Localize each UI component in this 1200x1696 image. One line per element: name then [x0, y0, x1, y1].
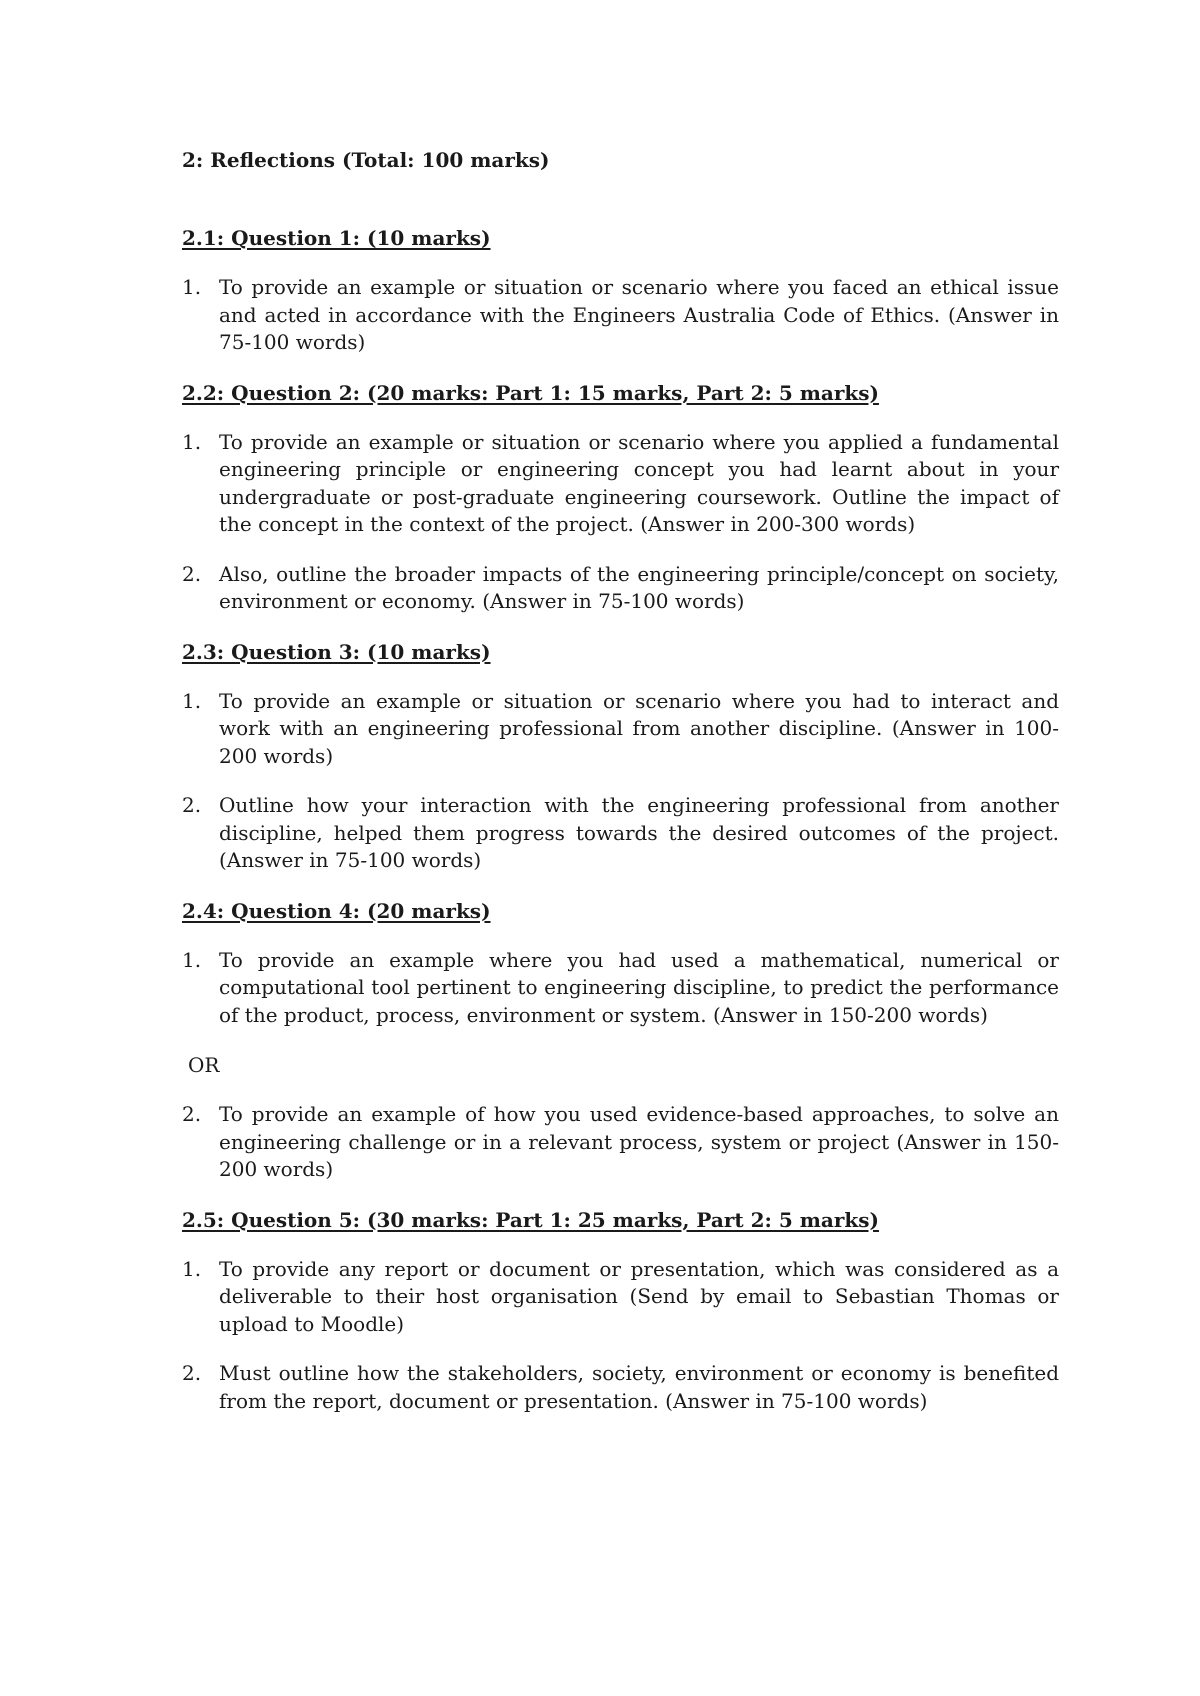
list-item [182, 1360, 1059, 1415]
list-item [182, 1256, 1059, 1339]
item-number: 2. [182, 561, 202, 586]
list-item [182, 947, 1059, 1030]
section-2-1-list [182, 274, 1059, 357]
section-heading-2-2: 2.2: Question 2: (20 marks: Part 1: 15 marks, Part 2: 5 marks) [182, 380, 879, 405]
item-number: 2. [182, 793, 202, 817]
list-item [182, 1101, 1059, 1184]
section-2-5-list [182, 1256, 1059, 1416]
item-text: Must outline how the stakeholders, society, environment or economy is benefited from the report, document or presentation. (Answer in 75-100 words) [219, 1361, 1059, 1413]
section-heading-2-5: 2.5: Question 5: (30 marks: Part 1: 25 marks, Part 2: 5 marks) [182, 1207, 879, 1232]
document-title: 2: Reflections (Total: 100 marks) [182, 148, 550, 172]
section-heading-2-3: 2.3: Question 3: (10 marks) [182, 639, 491, 664]
item-text: To provide an example of how you used evidence-based approaches, to solve an engineering challenge or in a relevant process, system or project (Answer in 150-200 words) [219, 1102, 1059, 1181]
item-text: To provide an example or situation or scenario where you applied a fundamental engineering principle or engineering concept you had learnt about in your undergraduate or post-graduate engineering coursework. Outline the impact of the concept in the context of the project. (Answer in 200-300 words) [219, 429, 1059, 536]
section-heading-2-1: 2.1: Question 1: (10 marks) [182, 226, 491, 250]
item-number: 1. [182, 1256, 202, 1281]
item-number: 2. [182, 1102, 202, 1126]
item-text: Also, outline the broader impacts of the engineering principle/concept on society, environment or economy. (Answer in 75-100 words) [219, 561, 1059, 613]
item-text: To provide an example or situation or scenario where you had to interact and work with an engineering professional from another discipline. (Answer in 100-200 words) [219, 688, 1059, 768]
item-text: To provide an example or situation or scenario where you faced an ethical issue and acted in accordance with the Engineers Australia Code of Ethics. (Answer in 75-100 words) [219, 275, 1059, 354]
section-heading-2-4: 2.4: Question 4: (20 marks) [182, 898, 491, 923]
section-2-4-list-b [182, 1101, 1059, 1184]
section-2-3-list [182, 688, 1059, 875]
item-text: Outline how your interaction with the engineering professional from another discipline, helped them progress towards the desired outcomes of the project. (Answer in 75-100 words) [219, 793, 1059, 872]
item-number: 1. [182, 275, 202, 299]
document-content [182, 146, 1059, 1415]
item-number: 2. [182, 1361, 202, 1385]
list-item [182, 429, 1059, 539]
section-2-2-list [182, 429, 1059, 616]
item-number: 1. [182, 947, 202, 972]
item-text: To provide any report or document or presentation, which was considered as a deliverable to their host organisation (Send by email to Sebastian Thomas or upload to Moodle) [219, 1256, 1059, 1336]
list-item [182, 792, 1059, 875]
list-item [182, 688, 1059, 771]
item-text: To provide an example where you had used a mathematical, numerical or computational tool pertinent to engineering discipline, to predict the performance of the product, process, environment or system. (Answer in 150-200 words) [219, 947, 1059, 1027]
item-number: 1. [182, 429, 202, 454]
list-item [182, 561, 1059, 616]
section-2-4-list-a [182, 947, 1059, 1030]
list-item [182, 274, 1059, 357]
or-separator: OR [188, 1053, 220, 1077]
item-number: 1. [182, 688, 202, 713]
